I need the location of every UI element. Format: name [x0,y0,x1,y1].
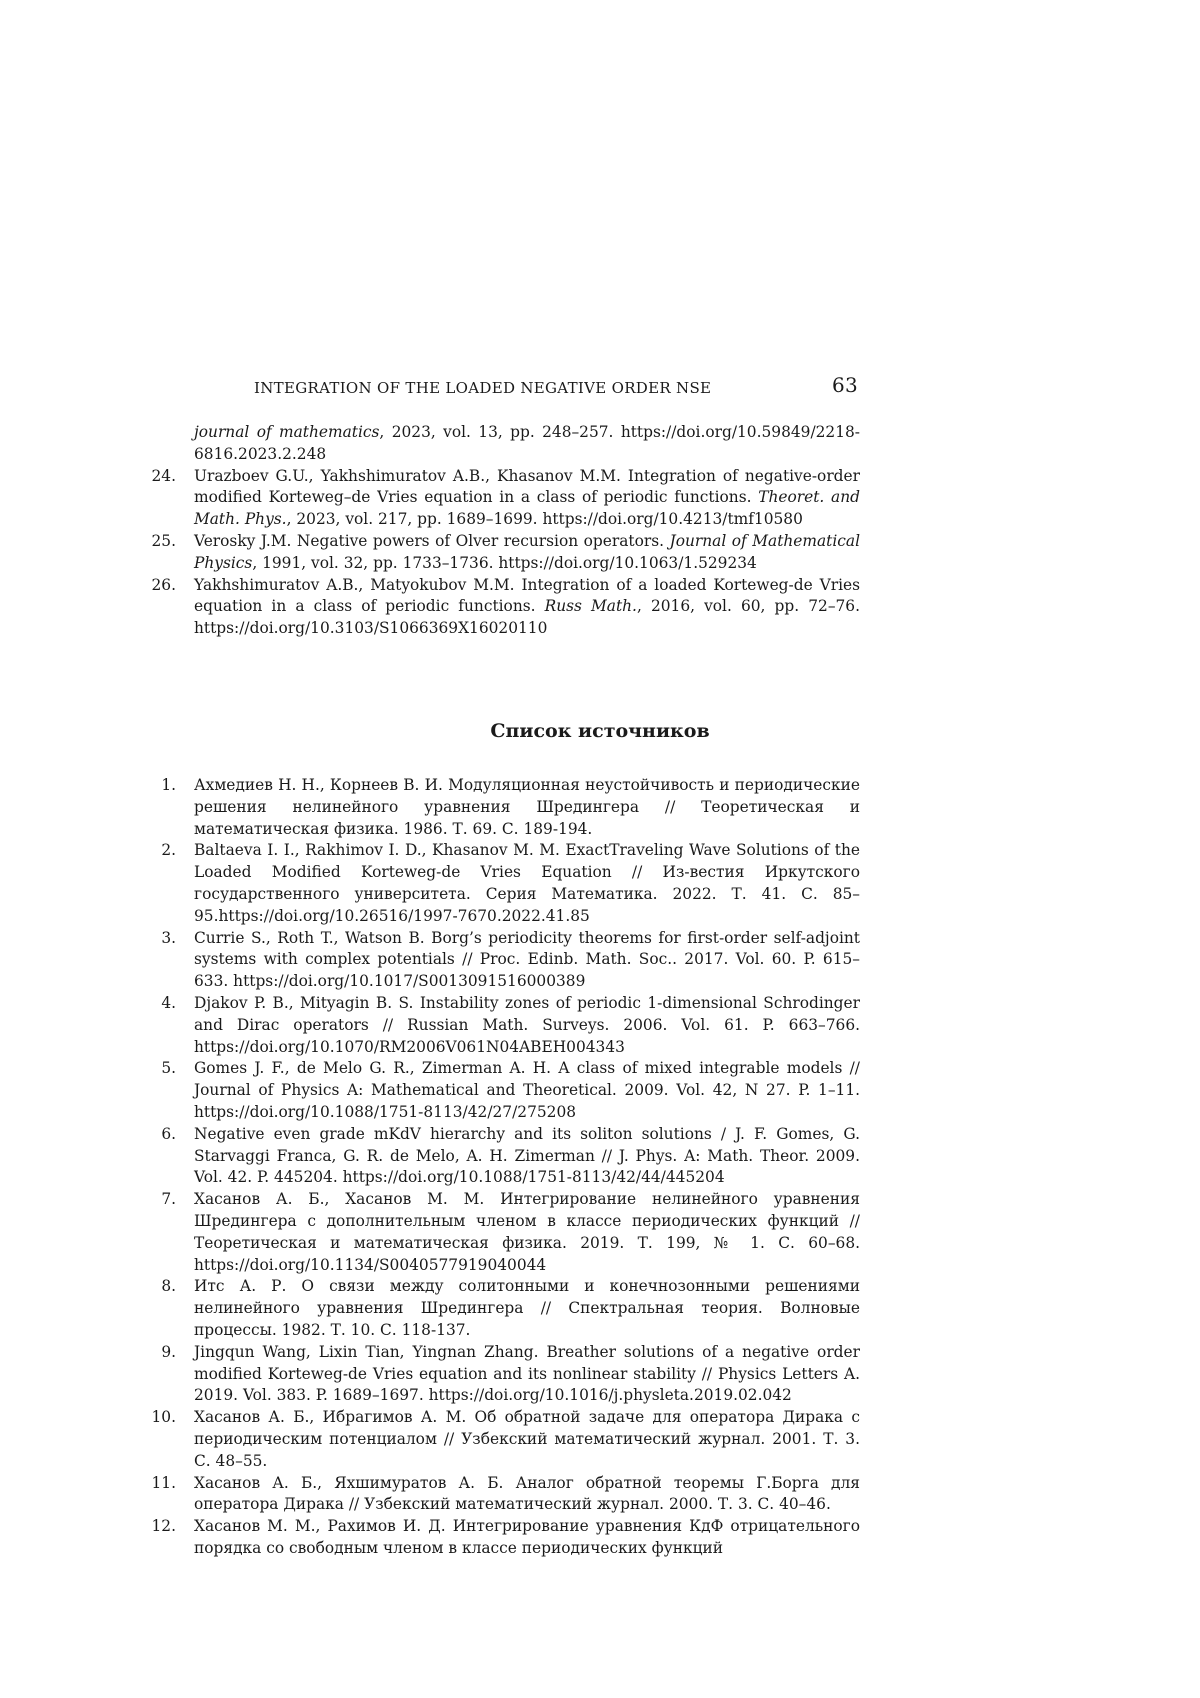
reference-list-russian [150,775,860,1560]
reference-details: , 1991, vol. 32, pp. 1733–1736. https://doi.org/10.1063/1.529234 [252,553,757,572]
reference-number: 9. [161,1342,176,1361]
reference-text [194,466,860,531]
reference-item [150,1342,860,1407]
reference-text: Djakov P. B., Mityagin B. S. Instability zones of periodic 1-dimensional Schrodinger and Dirac operators // Russian Math. Surveys. 2006. Vol. 61. P. 663–766. https://doi.org/10.1070/RM2006V061N04ABEH004343 [194,993,860,1056]
reference-item [150,1189,860,1276]
reference-number: 7. [161,1190,176,1209]
reference-item [150,840,860,927]
reference-item [150,775,860,840]
reference-text: Baltaeva I. I., Rakhimov I. D., Khasanov M. M. ExactTraveling Wave Solutions of the Loaded Modified Korteweg-de Vries Equation // Из-вестия Иркутского государственного университета. Серия Математика. 2022. Т. 41. С. 85–95.https://doi.org/10.26516/1997-7670.2022.41.85 [194,841,860,925]
reference-number: 26. [151,575,176,594]
reference-number: 4. [161,993,176,1012]
reference-number: 2. [161,841,176,860]
reference-details: , 2016, vol. 60, pp. 72–76. https://doi.org/10.3103/S1066369X16020110 [194,597,860,638]
journal-name: Theoret. and Math. Phys. [194,488,860,529]
reference-continuation [150,422,860,466]
reference-item [150,1516,860,1560]
reference-text: Currie S., Roth T., Watson B. Borg’s periodicity theorems for first-order self-adjoint systems with complex potentials // Proc. Edinb. Math. Soc.. 2017. Vol. 60. P. 615–633. https://doi.org/10.1017/S0013091516000389 [194,928,860,991]
reference-text: Хасанов А. Б., Яхшимуратов А. Б. Аналог обратной теоремы Г.Борга для оператора Дирака // Узбекский математический журнал. 2000. Т. 3. С. 40–46. [194,1473,860,1514]
reference-item [150,1276,860,1341]
reference-authors-title: Urazboev G.U., Yakhshimuratov A.B., Khasanov M.M. Integration of negative-order modified Korteweg–de Vries equation in a class of periodic functions. [194,466,860,507]
reference-number: 24. [151,466,176,485]
reference-item [150,466,860,531]
reference-item [150,531,860,575]
running-title: INTEGRATION OF THE LOADED NEGATIVE ORDER NSE [254,379,712,397]
reference-text: Gomes J. F., de Melo G. R., Zimerman A. H. A class of mixed integrable models // Journal of Physics A: Mathematical and Theoretical. 2009. Vol. 42, N 27. P. 1–11. https://doi.org/10.1088/1751-8113/42/27/275208 [194,1059,860,1121]
reference-item [150,993,860,1058]
journal-name: journal of mathematics [194,423,380,441]
reference-text: Хасанов М. М., Рахимов И. Д. Интегрирование уравнения КдФ отрицательного порядка со свободным членом в классе периодических функций [194,1517,860,1557]
reference-item [150,1058,860,1123]
reference-text [194,531,860,575]
reference-item [150,1124,860,1189]
reference-text [194,575,860,640]
reference-authors-title: Yakhshimuratov A.B., Matyokubov M.M. Integration of a loaded Korteweg-de Vries equation in a class of periodic functions. [194,575,860,616]
reference-item [150,575,860,640]
reference-number: 11. [151,1473,176,1492]
page-number: 63 [831,373,858,397]
reference-details: , 2023, vol. 13, pp. 248–257. https://doi.org/10.59849/2218-6816.2023.2.248 [194,423,861,463]
reference-item [150,1473,860,1517]
reference-number: 10. [151,1408,176,1427]
reference-number: 3. [161,928,176,947]
reference-text: Итс А. Р. О связи между солитонными и конечнозонными решениями нелинейного уравнения Шредингера // Спектральная теория. Волновые процессы. 1982. Т. 10. С. 118-137. [194,1277,860,1339]
reference-number: 8. [161,1277,176,1296]
reference-details: , 2023, vol. 217, pp. 1689–1699. https://doi.org/10.4213/tmf10580 [286,510,803,529]
reference-text: Ахмедиев Н. Н., Корнеев В. И. Модуляционная неустойчивость и периодические решения нелинейного уравнения Шредингера // Теоретическая и математическая физика. 1986. Т. 69. С. 189-194. [194,776,860,838]
journal-name: Journal of Mathematical Physics [194,531,860,572]
reference-number: 6. [161,1124,176,1143]
reference-authors-title: Verosky J.M. Negative powers of Olver recursion operators. [194,531,670,550]
reference-number: 25. [151,531,176,550]
reference-number: 1. [161,776,176,794]
reference-item [150,928,860,993]
reference-text: Хасанов А. Б., Хасанов М. М. Интегрирование нелинейного уравнения Шредингера с дополнительным членом в классе периодических функций // Теоретическая и математическая физика. 2019. Т. 199, № 1. С. 60–68. https://doi.org/10.1134/S0040577919040044 [194,1190,860,1274]
reference-number: 5. [161,1059,176,1078]
journal-name: Russ Math. [544,597,637,616]
reference-text: Хасанов А. Б., Ибрагимов А. М. Об обратной задаче для оператора Дирака с периодическим потенциалом // Узбекский математический журнал. 2001. Т. 3. С. 48–55. [194,1408,860,1470]
reference-text: Negative even grade mKdV hierarchy and its soliton solutions / J. F. Gomes, G. Starvaggi Franca, G. R. de Melo, A. H. Zimerman // J. Phys. A: Math. Theor. 2009. Vol. 42. P. 445204. https://doi.org/10.1088/1751-8113/42/44/445204 [194,1124,860,1187]
reference-item [150,1407,860,1472]
section-heading: Список источников [490,720,710,742]
reference-number: 12. [151,1517,176,1536]
reference-list-english [150,422,860,640]
reference-text: Jingqun Wang, Lixin Tian, Yingnan Zhang. Breather solutions of a negative order modified Korteweg-de Vries equation and its nonlinear stability // Physics Letters A. 2019. Vol. 383. P. 1689–1697. https://doi.org/10.1016/j.physleta.2019.02.042 [194,1342,860,1405]
